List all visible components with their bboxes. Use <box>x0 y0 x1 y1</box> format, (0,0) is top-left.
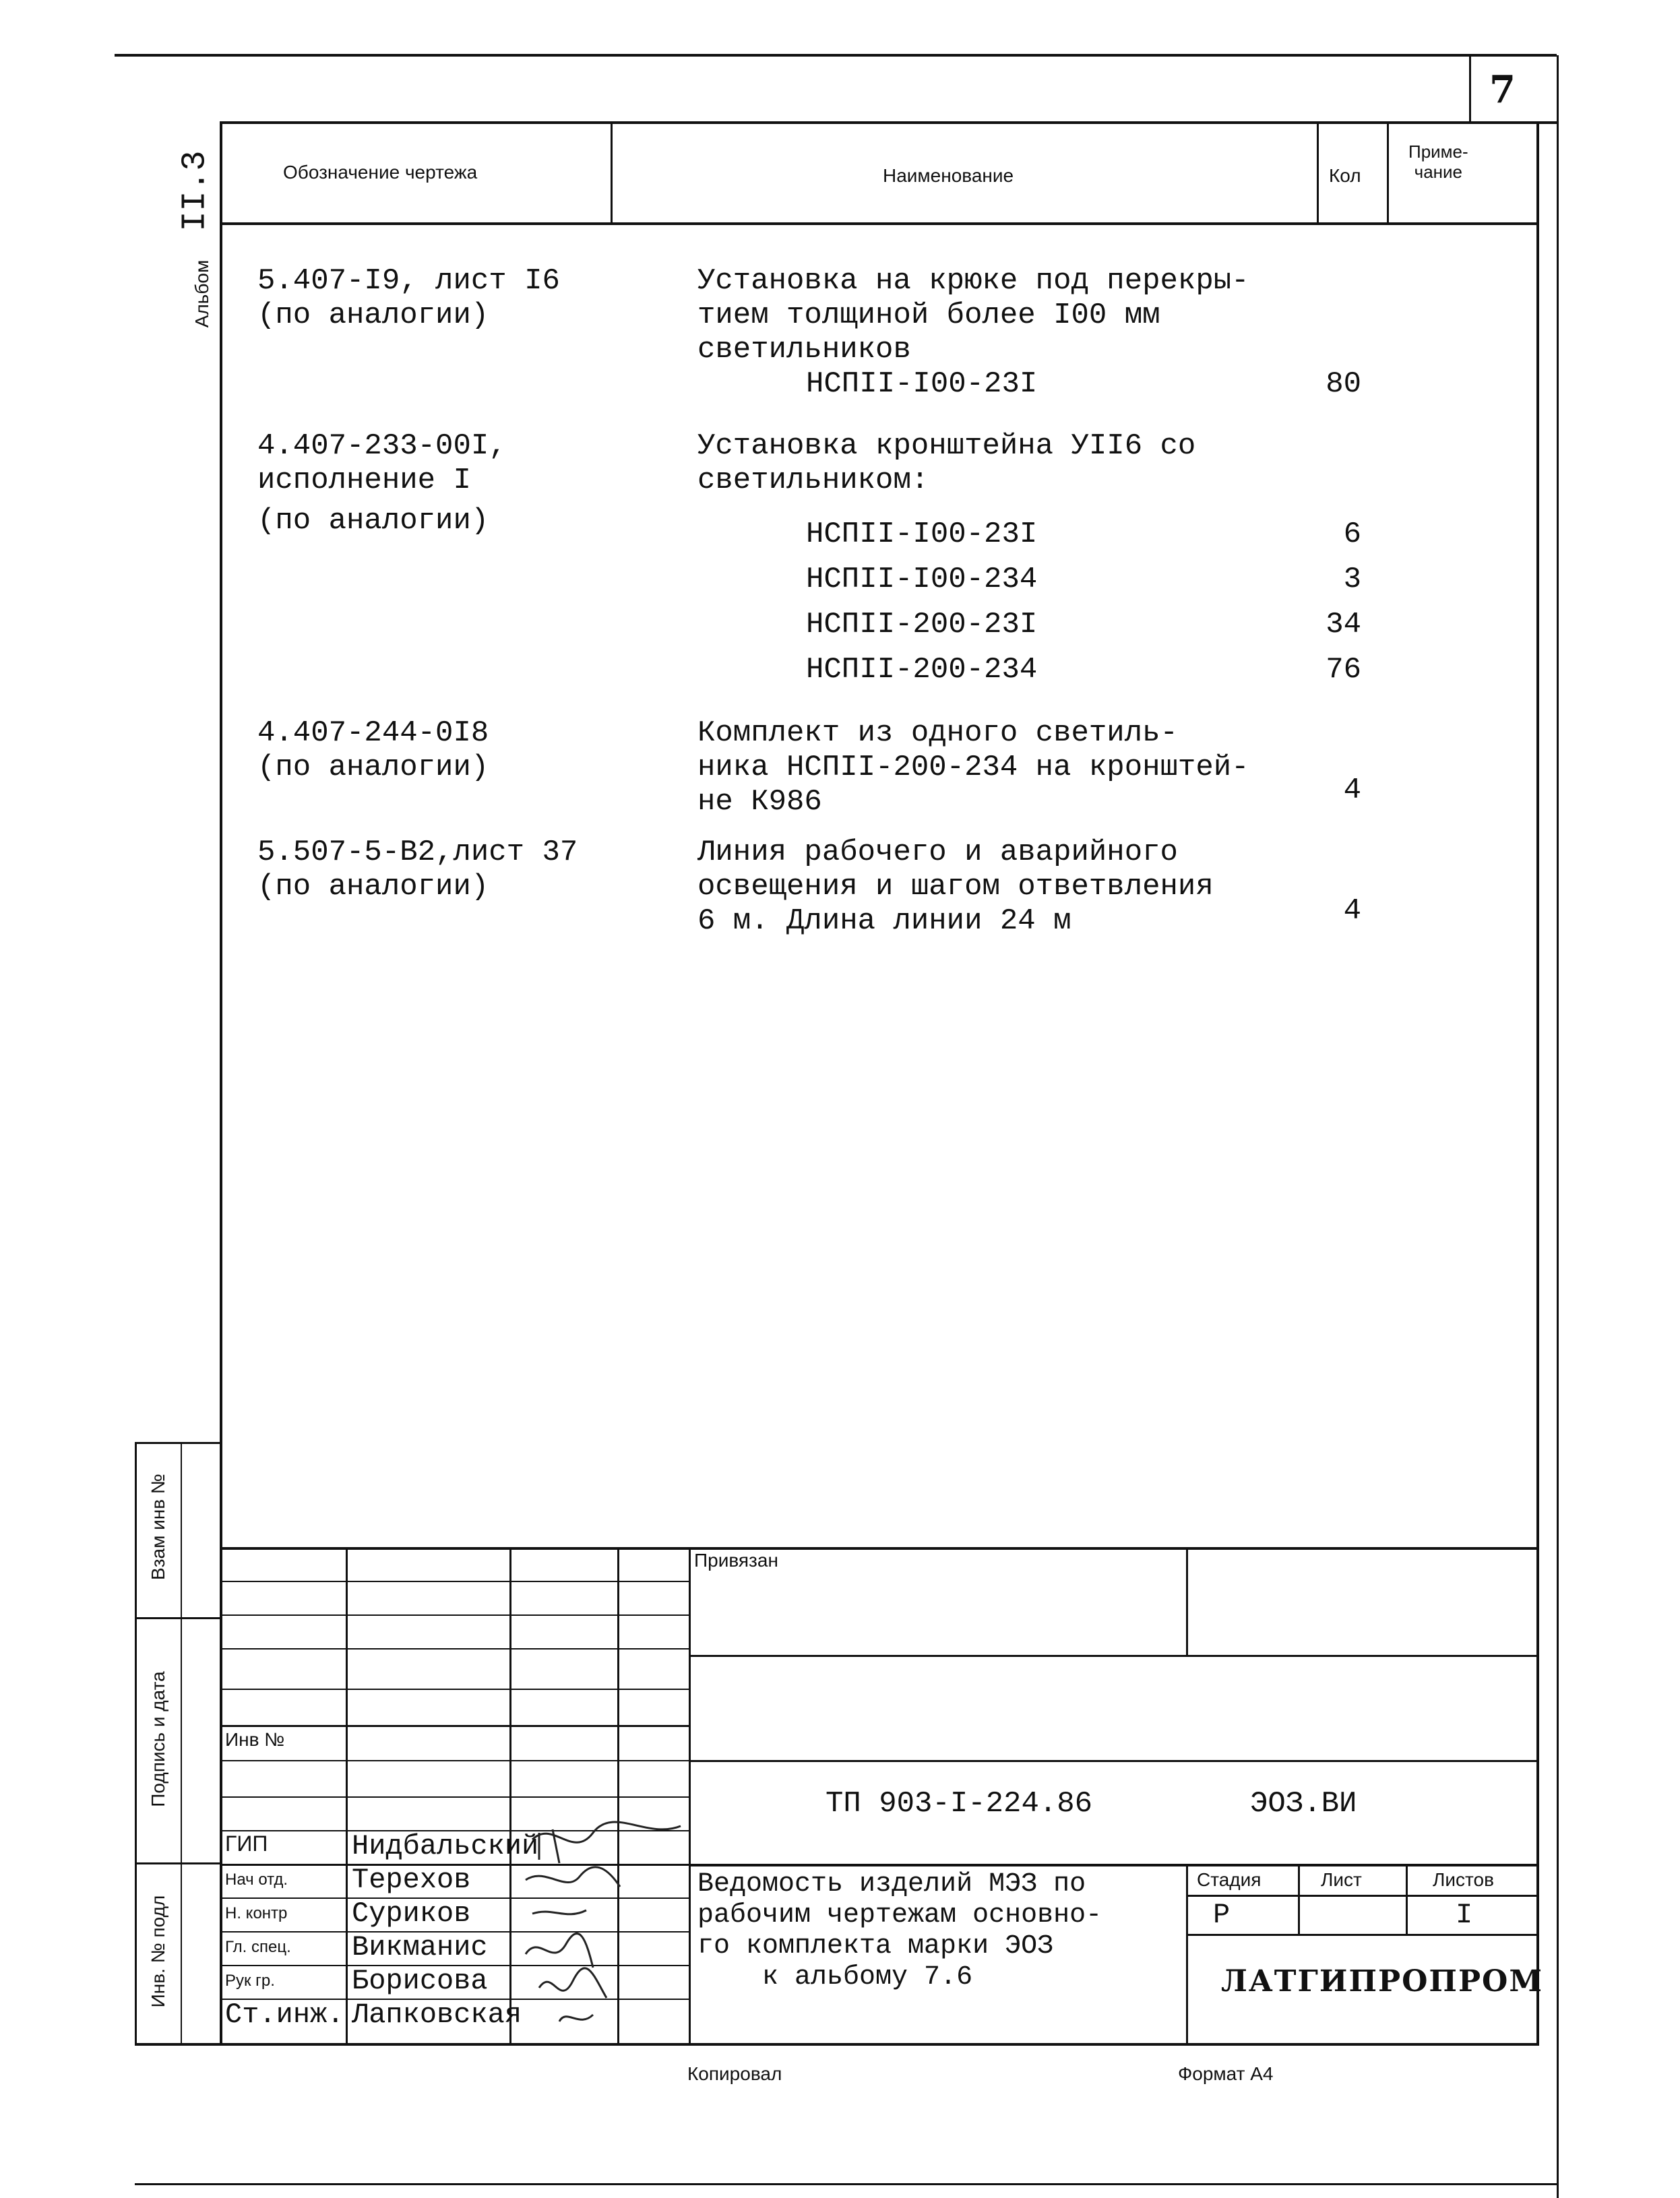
row1-item1-qty: 80 <box>1326 367 1361 401</box>
tb-grid-r3 <box>220 1648 689 1650</box>
row3-name: Комплект из одного светиль- ника НСПII-200-234 на кронштей- не К986 <box>697 716 1249 819</box>
page-number: 7 <box>1489 67 1516 112</box>
name-gip: Нидбальский <box>352 1830 539 1862</box>
frame-top <box>220 121 1557 124</box>
tb-privyazan-bottom <box>689 1655 1536 1657</box>
row4-qty: 4 <box>1343 894 1361 928</box>
name-n-kontr: Суриков <box>352 1897 471 1930</box>
row2-name: Установка кронштейна УII6 со светильником: <box>697 429 1196 497</box>
side-strip-left <box>135 1442 137 2044</box>
row3-designation: 4.407-244-0I8 (по аналогии) <box>257 716 489 784</box>
tb-col-5 <box>1186 1547 1188 1655</box>
role-ruk-gr: Рук гр. <box>225 1972 275 1990</box>
top-border <box>115 54 1557 57</box>
tb-grid-r2 <box>220 1614 689 1616</box>
header-div-2 <box>1317 121 1319 222</box>
header-div-3 <box>1387 121 1389 222</box>
footer-format: Формат А4 <box>1178 2063 1274 2084</box>
tb-grid-r6 <box>220 1760 689 1761</box>
side-strip-inner <box>181 1442 182 2044</box>
row2-designation-note: (по аналогии) <box>257 504 489 538</box>
tb-stage-value-row <box>1186 1934 1536 1936</box>
frame-right <box>1536 123 1539 2044</box>
podpis-data-label: Подпись и дата <box>148 1671 168 1807</box>
side-strip-div-1 <box>135 1617 220 1619</box>
name-st-inzh: Лапковская <box>352 1999 522 2031</box>
tb-col-2 <box>509 1547 511 2043</box>
tb-organization: ЛАТГИПРОПРОМ <box>1221 1964 1544 1999</box>
row2-item2-name: НСПII-I00-234 <box>806 563 1038 596</box>
footer-copied: Копировал <box>687 2063 782 2084</box>
row1-item1-name: НСПII-I00-23I <box>806 367 1038 401</box>
tb-privyazan: Привязан <box>694 1550 778 1571</box>
row2-item1-qty: 6 <box>1343 517 1361 551</box>
name-gl-spec: Викманис <box>352 1931 488 1964</box>
tb-stage-row <box>1186 1895 1536 1897</box>
tb-doc-number: ТП 903-I-224.86 <box>826 1787 1093 1821</box>
frame-right-outer <box>1557 55 1559 2198</box>
role-gl-spec: Гл. спец. <box>225 1938 291 1956</box>
tb-inv-no: Инв № <box>225 1729 285 1750</box>
row4-name: Линия рабочего и аварийного освещения и шагом ответвления 6 м. Длина линии 24 м <box>697 836 1214 938</box>
header-name: Наименование <box>883 165 1014 186</box>
tb-sheets: I <box>1456 1899 1473 1931</box>
signatures <box>512 1813 687 2035</box>
tb-title-top <box>689 1864 1536 1866</box>
row1-name: Установка на крюке под перекры- тием толщиной более I00 мм светильников <box>697 264 1249 367</box>
tb-grid-r4 <box>220 1689 689 1690</box>
header-qty: Кол <box>1329 165 1361 186</box>
role-gip: ГИП <box>225 1831 268 1856</box>
tb-col-1 <box>346 1547 348 2043</box>
row2-item3-name: НСПII-200-23I <box>806 608 1038 641</box>
tb-sheet-label: Лист <box>1321 1869 1362 1890</box>
row2-item4-qty: 76 <box>1326 653 1361 687</box>
tb-doc-code: ЭОЗ.ВИ <box>1250 1787 1357 1821</box>
role-n-kontr: Н. контр <box>225 1904 288 1922</box>
inv-podl-label: Инв. № подл <box>148 1895 168 2008</box>
row2-item4-name: НСПII-200-234 <box>806 653 1038 687</box>
tb-grid-r5 <box>220 1725 689 1727</box>
role-st-inzh: Ст.инж. <box>225 1999 344 2031</box>
vzam-inv-label: Взам инв № <box>148 1474 168 1580</box>
bottom-border <box>135 2183 1557 2185</box>
tb-sheets-label: Листов <box>1433 1869 1494 1890</box>
tb-grid-r1 <box>220 1581 689 1582</box>
tb-stage: Р <box>1213 1899 1231 1931</box>
header-designation: Обозначение чертежа <box>283 162 478 183</box>
tb-top <box>220 1547 1536 1550</box>
frame-bottom <box>135 2043 1539 2046</box>
frame-left <box>220 121 222 2044</box>
tb-doc-top <box>689 1760 1536 1762</box>
tb-stage-div-1 <box>1298 1864 1300 1934</box>
name-ruk-gr: Борисова <box>352 1965 488 1997</box>
row2-item3-qty: 34 <box>1326 608 1361 641</box>
row4-designation: 5.507-5-В2,лист 37 (по аналогии) <box>257 836 578 904</box>
tb-col-4 <box>689 1547 691 2043</box>
header-div-1 <box>611 121 613 222</box>
row1-designation: 5.407-I9, лист I6 (по аналогии) <box>257 264 560 332</box>
row2-item1-name: НСПII-I00-23I <box>806 517 1038 551</box>
album-label: Альбом <box>191 259 212 328</box>
row2-designation: 4.407-233-00I, исполнение I <box>257 429 507 497</box>
tb-stage-label: Стадия <box>1197 1869 1262 1890</box>
row2-item2-qty: 3 <box>1343 563 1361 596</box>
album-number: II.3 <box>176 150 215 232</box>
page-number-box-left <box>1469 55 1471 123</box>
tb-title-right <box>1186 1864 1188 2043</box>
tb-grid-r7 <box>220 1796 689 1798</box>
tb-stage-div-2 <box>1406 1864 1408 1934</box>
header-bottom <box>220 222 1536 225</box>
tb-title: Ведомость изделий МЭЗ по рабочим чертежам основно- го комплекта марки ЭОЗ к альбому 7.6 <box>697 1869 1102 1992</box>
role-nach-otd: Нач отд. <box>225 1871 288 1889</box>
row3-qty: 4 <box>1343 774 1361 807</box>
header-note: Приме- чание <box>1408 142 1468 182</box>
name-nach-otd: Терехов <box>352 1864 471 1896</box>
